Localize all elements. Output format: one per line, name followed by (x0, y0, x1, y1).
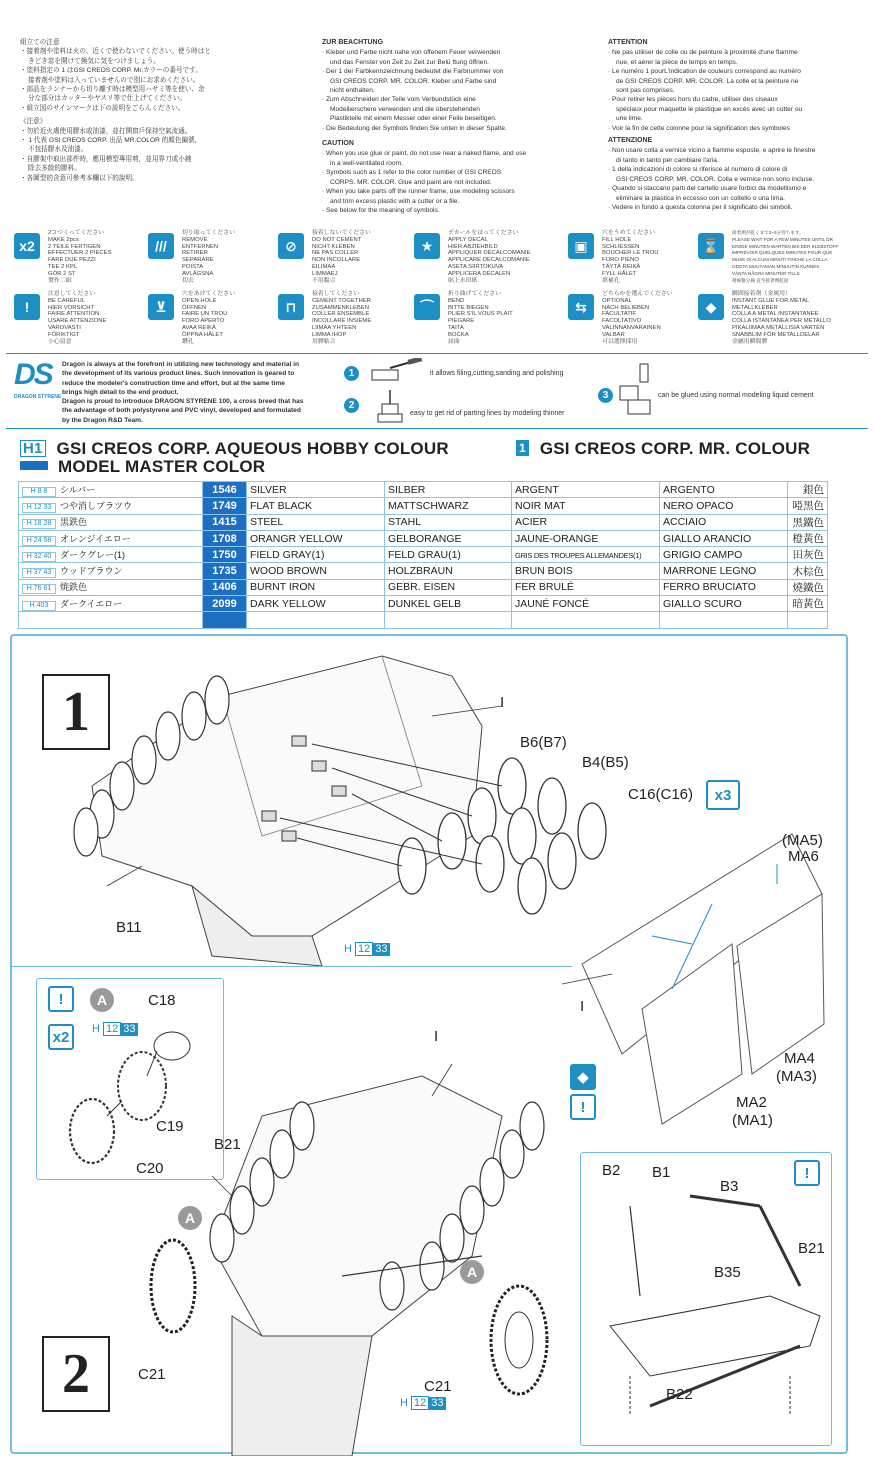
part-label: MA6 (788, 848, 819, 865)
warning-line: ・各圖型的含意可參考本欄以下的說明。 (20, 174, 139, 182)
warning-line: · Voir la fin de cette colonne pour la signification des symboles (608, 124, 790, 132)
warning-line: de GSI CREOS CORP. MR. COLOR. La colle et la peinture ne (616, 77, 799, 85)
warning-fr-title: ATTENTION (608, 39, 648, 46)
warning-line: · Der 1 der Farbkennzeichnung bedeutet die Farbnummer von (322, 68, 504, 76)
mr-name: 焼鉄色 (60, 582, 88, 593)
warning-it-title: ATTENZIONE (608, 137, 653, 145)
warning-line: und das Fenster von Zeit zu Zeit zur Belü ftung öffnen. (330, 58, 489, 66)
warning-line: une lime. (616, 115, 643, 123)
be-careful-icon: ! (794, 1160, 820, 1186)
english-name: BURNT IRON (247, 579, 385, 595)
symbol-open-hole (148, 291, 286, 343)
paint-header-right (516, 439, 810, 459)
chinese-name: 銀色 (788, 482, 828, 498)
model-master-title: MODEL MASTER COLOR (58, 457, 266, 476)
german-name: FELD GRAU(1) (385, 547, 512, 563)
be-careful-icon: ! (14, 294, 40, 320)
ds-banner (6, 353, 868, 429)
part-label: I (500, 694, 505, 711)
mm-number: 2099 (203, 596, 247, 612)
warning-line: ・接着剤や塗料は火の、近くで使わないでください。使う時はと (20, 48, 211, 56)
subassembly-a-badge: A (90, 988, 114, 1012)
warning-line: Modellierschere verwenden und die überstehenden (330, 105, 480, 113)
metal-glue-icon: ◆ (698, 294, 724, 320)
metal-glue-icon: ◆ (570, 1064, 596, 1090)
warning-line: 分な部分はカッターやヤスリ等で仕上げてください。 (28, 95, 187, 103)
ds-step-2-badge: 2 (344, 398, 359, 413)
open-hole-icon: ⊻ (148, 294, 174, 320)
mr-colour-tag: 1 (516, 440, 529, 456)
warning-line: ・部品をランナーから切り離す時は模型用ハサミ等を使い、余 (20, 86, 205, 94)
rear-plate-drawing (562, 824, 842, 1154)
italian-name: GIALLO SCURO (660, 596, 788, 612)
english-name: STEEL (247, 514, 385, 530)
warning-line: ・ 1 代表 GSI CREOS CORP. 出品 MR.COLOR 的顏色編號， (20, 137, 202, 145)
part-label: C20 (136, 1160, 164, 1177)
italian-name: NERO OPACO (660, 498, 788, 514)
ds-step-3-badge: 3 (598, 388, 613, 403)
ds-logo-subtitle: DRAGON STYRENE (14, 394, 62, 400)
symbol-text: 切り取ってください REMOVE ENTFERNEN RETIRER SEPARARE POISTA AVLÄGSNA 切去 (182, 230, 236, 284)
table-row (19, 563, 828, 579)
part-label: I (434, 1028, 439, 1045)
warning-line: 接着剤や塗料は入っていませんので別にお求めください。 (28, 76, 200, 84)
english-name: FIELD GRAY(1) (247, 547, 385, 563)
part-label: C19 (156, 1118, 184, 1135)
mm-number: 1546 (203, 482, 247, 498)
symbol-decal (414, 230, 552, 282)
warning-jp (20, 38, 300, 183)
paint-callout: H 12 33 (400, 1397, 444, 1409)
german-name: SILBER (385, 482, 512, 498)
mr-name: ウッドブラウン (60, 566, 123, 577)
english-name: ORANGR YELLOW (247, 530, 385, 546)
glue-bottle-icon (618, 362, 658, 418)
warning-line: nue, et aérer la pièce de temps en temps. (616, 58, 738, 66)
step-1-number: 1 (42, 674, 110, 750)
ds-note-1: it allows filing,cutting,sanding and polishing (430, 370, 564, 377)
french-name: BRUN BOIS (512, 563, 660, 579)
part-label: C16(C16) (628, 786, 694, 803)
symbol-text: 接着剤が乾くまで2~3分待ちます。 PLEASE WAIT FOR A FEW MINUTES UNTIL DR EINIGE MINUTEN WARTEN BIS DER KLEBSTOFF IMPRÉVOIR QUELQUES MINUTES POUR QUE MUSE DI ALCUNI MINUTI FINCHE LA COLLA ODOTA MUUTAMAN MINUUTIN KUNNES VÄNTA NÅGRA MINUTER TILLS 稍候數分鐘 直至接著劑乾固 (732, 230, 839, 283)
warning-line: GSI CREOS CORP. MR. COLOR. Colla e vernice non sono incluse. (616, 175, 815, 183)
german-name: DUNKEL GELB (385, 596, 512, 612)
suspension-drawing (590, 1176, 826, 1436)
paint-header-left (20, 439, 449, 459)
chinese-name: 啞黑色 (788, 498, 828, 514)
french-name: GRIS DES TROUPES ALLEMANDES(1) (515, 550, 642, 560)
part-label: B21 (798, 1240, 825, 1257)
hobby-code: H 32 40 (22, 552, 56, 562)
warning-fr (608, 38, 860, 212)
chinese-name: 燒鐵色 (788, 579, 828, 595)
ds-step-1-badge: 1 (344, 366, 359, 381)
be-careful-icon: ! (570, 1094, 596, 1120)
mr-name: ダークグレー(1) (60, 549, 125, 560)
make-two-icon: x2 (14, 233, 40, 259)
symbol-text: 2コつくってください MAKE 2pcs 2 TEILE FERTIGEN EFFECTUER 2 PIECES FARE DUE PEZZI TEE 2 KPL GÖR 2 ST 製作二組 (48, 230, 112, 284)
chinese-name: 橙黃色 (788, 530, 828, 546)
symbol-text: デカールをはってください APPLY DECAL HIER ABZIEHBILD APPLIQUER DÉCALCOMANIE APPLICARE DECALCOMANIE ASETA SIIRTOKUVA APPLICERA DECALEN 貼上水印紙 (448, 230, 531, 284)
symbol-fill-hole (568, 230, 706, 282)
french-name: JAUNÉ FONCÉ (512, 596, 660, 612)
german-name: GELBORANGE (385, 530, 512, 546)
symbol-remove (148, 230, 286, 282)
make-three-icon: x3 (706, 780, 740, 810)
german-name: MATTSCHWARZ (385, 498, 512, 514)
warning-line: sont pas comprises. (616, 87, 675, 95)
part-label: B4(B5) (582, 754, 629, 771)
warning-line: · When you take parts off the runner frame, use modeling scissors (322, 188, 515, 196)
no-cement-icon: ⊘ (278, 233, 304, 259)
mm-number: 1415 (203, 514, 247, 530)
english-name: DARK YELLOW (247, 596, 385, 612)
mr-colour-title: GSI CREOS CORP. MR. COLOUR (539, 439, 811, 458)
hobby-code: H 12 33 (22, 503, 56, 513)
warning-line: · Kleber und Farbe nicht nahe von offenem Feuer verwenden (322, 49, 501, 57)
part-label: B35 (714, 1264, 741, 1281)
table-row (19, 530, 828, 546)
table-row (19, 579, 828, 595)
warning-line: 不包括膠水及油漆。 (28, 146, 88, 154)
symbol-text: 折り曲げてください BEND BITTE BIEGEN PLIER S'IL VOUS PLAIT PIEGARE TAITA BOCKA 屈曲 (448, 291, 513, 345)
part-label: (MA5) (782, 832, 823, 849)
mm-number: 1750 (203, 547, 247, 563)
warning-line: nicht enthalten. (330, 87, 375, 95)
symbol-legend-row-1 (14, 230, 862, 282)
ds-logo: DS (14, 358, 52, 391)
hobby-colour-tag: H1 (20, 440, 46, 457)
color-table (18, 481, 828, 629)
ds-note-3: can be glued using normal modeling liquid cement (658, 392, 814, 399)
warning-line: CORPS. MR. COLOR. Glue and paint are not included. (330, 178, 492, 186)
french-name: ARGENT (512, 482, 660, 498)
warning-line: ・塗料指定の 1 はGSI CREOS CORP. Mr.カラーの番号です。 (20, 67, 202, 75)
symbol-cement-together (278, 291, 416, 343)
bend-icon: ⌒ (414, 294, 440, 320)
italian-name: GRIGIO CAMPO (660, 547, 788, 563)
symbol-bend (414, 291, 552, 343)
part-label: C18 (148, 992, 176, 1009)
warning-line: · 1 della indicazioni di colore si riferisce al numero di colore di (608, 166, 788, 174)
hobby-code: H 403 (22, 601, 56, 611)
hourglass-icon: ⌛ (698, 233, 724, 259)
warning-line: · Vedere in fondo a questa colonna per il significato dei simboli. (608, 203, 793, 211)
warning-line: · Pour retirer les pièces hors du cadre, utiliser des ciseaux (608, 96, 778, 104)
french-name: JAUNE-ORANGE (512, 530, 660, 546)
warning-line: ・組立図のサインマークは下の説明をごらんください。 (20, 104, 185, 112)
hobby-code: H 37 43 (22, 568, 56, 578)
part-label: B3 (720, 1178, 739, 1195)
english-name: WOOD BROWN (247, 563, 385, 579)
hobby-code: H 76 61 (22, 584, 56, 594)
warning-line: · When you use glue or paint, do not use near a naked flame, and use (322, 150, 527, 158)
part-label: B1 (652, 1164, 671, 1181)
french-name: NOIR MAT (512, 498, 660, 514)
assembly-a-badge: A (460, 1260, 484, 1284)
warning-line: · See below for the meaning of symbols. (322, 206, 440, 214)
warning-line: · Ne pas utiliser de colle ou de peinture à proximité d'une flamme (608, 49, 798, 57)
paint-callout: H 12 33 (92, 1023, 136, 1035)
symbol-be-careful (14, 291, 152, 343)
french-name: ACIER (512, 514, 660, 530)
model-master-swatch (20, 461, 48, 470)
mr-name: つや消しブラツウ (60, 500, 133, 511)
symbol-make-two (14, 230, 152, 282)
german-name: GEBR. EISEN (385, 579, 512, 595)
chinese-name: 木棕色 (788, 563, 828, 579)
symbol-text: 注意してください BE CAREFUL HIER VORSICHT FAIRE ATTENTION USARE ATTENZIONE VAROVASTI FÖRIKTIGT 小心留意 (48, 291, 107, 345)
warning-line: GSI CREOS CORP. MR. COLOR. Kleber und Farbe sind (330, 77, 497, 85)
italian-name: ARGENTO (660, 482, 788, 498)
symbol-text: 瞬間接着剤（金属用） INSTANT GLUE FOR METAL METALLKLEBER COLLA A METAL INSTANTANEE COLLA ISTANTANEA PER METALLO PIKALIIMAA METALLISIA VARTEN SNABBLIM FÖR METALLDELAR 金屬用瞬間膠 (732, 291, 831, 345)
paint-callout: H 12 33 (344, 943, 388, 955)
part-label: B2 (602, 1162, 621, 1179)
warning-line: ・自膠架中取出部件時，應用模型專用剪，並用界刀或小銼 (20, 155, 192, 163)
warning-line: · Non usare colla a vernice vicino a fiamme esposte, e aprire le finestre (608, 147, 816, 155)
table-row (19, 547, 828, 563)
table-row (19, 596, 828, 612)
warning-cn-title: 《注意》 (20, 118, 47, 126)
hobby-code: H 18 28 (22, 519, 56, 529)
german-name: STAHL (385, 514, 512, 530)
warning-de (322, 38, 564, 215)
symbol-text: どちらかを選んでください OPTIONAL NACH BELIEBEN FACULTATIF FACOLTATIVO VALINNANVARAINEN VALBAR 可以選擇採用 (602, 291, 673, 345)
front-wheel-right (486, 1280, 552, 1400)
warning-line: · Le numéro 1 pourL'indication de couleurs correspond au numéro (608, 68, 801, 76)
decal-icon: ★ (414, 233, 440, 259)
symbol-text: 接着しないでください DO NOT CEMENT NICHT KLEBEN NE PAS COLLER NON INCOLLARE EILIMAA LIMMAEJ 不用黏合 (312, 230, 371, 284)
french-name: FER BRULÉ (512, 579, 660, 595)
part-label: C21 (138, 1366, 166, 1383)
warning-jp-title: 組立ての注意 (20, 39, 60, 46)
cement-together-icon: ⊓ (278, 294, 304, 320)
symbol-text: 接着してください CEMENT TOGETHER ZUSAMMENKLEBEN COLLER ENSEMBLE INCOLLARE INSIEME LIIMAA YHTEEN LIMMA IHOP 用膠粘合 (312, 291, 372, 345)
thinner-bottle-icon (376, 388, 406, 424)
mm-number: 1708 (203, 530, 247, 546)
table-row (19, 482, 828, 498)
warning-line: in a well-ventilated room. (330, 159, 403, 167)
part-label: MA2 (736, 1094, 767, 1111)
mr-name: シルバー (60, 484, 96, 495)
part-label: B6(B7) (520, 734, 567, 751)
part-label: C21 (424, 1378, 452, 1395)
aqueous-title: GSI CREOS CORP. AQUEOUS HOBBY COLOUR (56, 439, 449, 458)
part-label: I (580, 998, 585, 1015)
warning-line: Plastikteile mit einem Messer oder einer Feile beseitigen. (330, 115, 497, 123)
english-name: SILVER (247, 482, 385, 498)
fill-hole-icon: ▣ (568, 233, 594, 259)
mr-name: オレンジイエロー (60, 533, 131, 544)
ds-description: Dragon is always at the forefront in utilizing new technology and material in the development of its various product lines. Such innovation is geared to reduce the modeler's construction time and effort, but at the same time brings high detail to the end product. Dragon is proud to introduce DRAGON STYRENE 100, a cross breed that has the advantage of both polystyrene and PVC vinyl, developed and formulated by the Dragon R&D Team. (62, 361, 304, 424)
symbol-legend-row-2 (14, 291, 862, 343)
be-careful-icon: ! (48, 986, 74, 1012)
warning-line: · Symbols such as 1 refer to the color number of GSI CREOS (322, 169, 502, 177)
step-2-number: 2 (42, 1336, 110, 1412)
optional-icon: ⇆ (568, 294, 594, 320)
warning-line: spéciaux pour maquette le plastique en excès avec un cutter ou (616, 105, 803, 113)
chinese-name: 黑鐵色 (788, 514, 828, 530)
english-name: FLAT BLACK (247, 498, 385, 514)
table-row-empty (19, 612, 828, 628)
file-tool-icon (368, 358, 426, 384)
warning-line: di tanto in tanto per cambiare l'aria. (616, 156, 719, 164)
warning-line: 除去多餘的膠料。 (28, 165, 81, 173)
hobby-code: H 24 58 (22, 536, 56, 546)
chinese-name: 暗黃色 (788, 596, 828, 612)
front-wheel-left (148, 1236, 198, 1336)
part-label: B22 (666, 1386, 693, 1403)
mm-number: 1749 (203, 498, 247, 514)
table-row (19, 498, 828, 514)
mr-name: 黒鉄色 (60, 517, 88, 528)
italian-name: GIALLO ARANCIO (660, 530, 788, 546)
symbol-optional (568, 291, 706, 343)
remove-icon: /// (148, 233, 174, 259)
part-label: B11 (116, 919, 142, 936)
warning-line: きどき窓を開けて換気に気をつけましょう。 (28, 57, 160, 65)
warning-line: ・勿於近火處使用膠水或油漆，並打開窗戶保持空氣流通。 (20, 127, 192, 135)
symbol-wait (698, 230, 839, 283)
symbol-no-cement (278, 230, 416, 282)
part-label: (MA1) (732, 1112, 773, 1129)
warning-line: and trim excess plastic with a cutter or a file. (330, 197, 460, 205)
assembly-a-badge: A (178, 1206, 202, 1230)
warning-line: · Quando si staccano parti del cartello usare forbici da modellismo e (608, 185, 807, 193)
step-divider (12, 966, 572, 967)
make-two-icon: x2 (48, 1024, 74, 1050)
step-1-hull-drawing (12, 636, 612, 966)
part-label: MA4 (784, 1050, 815, 1067)
warning-line: eliminare la plastica in eccesso con un coltello o una lima. (616, 194, 785, 202)
mm-number: 1406 (203, 579, 247, 595)
warning-en-title: CAUTION (322, 140, 354, 148)
ds-note-2: easy to get rid of parting lines by modeling thinner (410, 410, 565, 417)
warning-line: · Die Bedeutung der Symbols finden Sie unten in dieser Spalte. (322, 124, 507, 132)
assembly-frame (10, 634, 848, 1454)
italian-name: ACCIAIO (660, 514, 788, 530)
italian-name: MARRONE LEGNO (660, 563, 788, 579)
symbol-metal-glue (698, 291, 836, 343)
warning-line: · Zum Abschneiden der Teile vom Verbundstück eine (322, 96, 476, 104)
german-name: HOLZBRAUN (385, 563, 512, 579)
part-label: B21 (214, 1136, 241, 1153)
symbol-text: 穴をあけてください OPEN HOLE ÖFFNEN FAIRE UN TROU FORO APERTO AVAA REIKÄ ÖPPNA HÅLET 鑽孔 (182, 291, 236, 345)
warning-de-title: ZUR BEACHTUNG (322, 39, 384, 46)
mm-number: 1735 (203, 563, 247, 579)
table-row (19, 514, 828, 530)
part-label: (MA3) (776, 1068, 817, 1085)
italian-name: FERRO BRUCIATO (660, 579, 788, 595)
hobby-code: H 8 8 (22, 487, 56, 497)
mr-name: ダークイエロー (60, 598, 123, 609)
symbol-text: 穴をうめてください FILL HOLE SCHLIESSEN BOUCHER LE TROU FORO PIENO TÄYTÄ REIKÄ FYLL HÅLET 填補孔 (602, 230, 659, 284)
chinese-name: 田灰色 (788, 547, 828, 563)
